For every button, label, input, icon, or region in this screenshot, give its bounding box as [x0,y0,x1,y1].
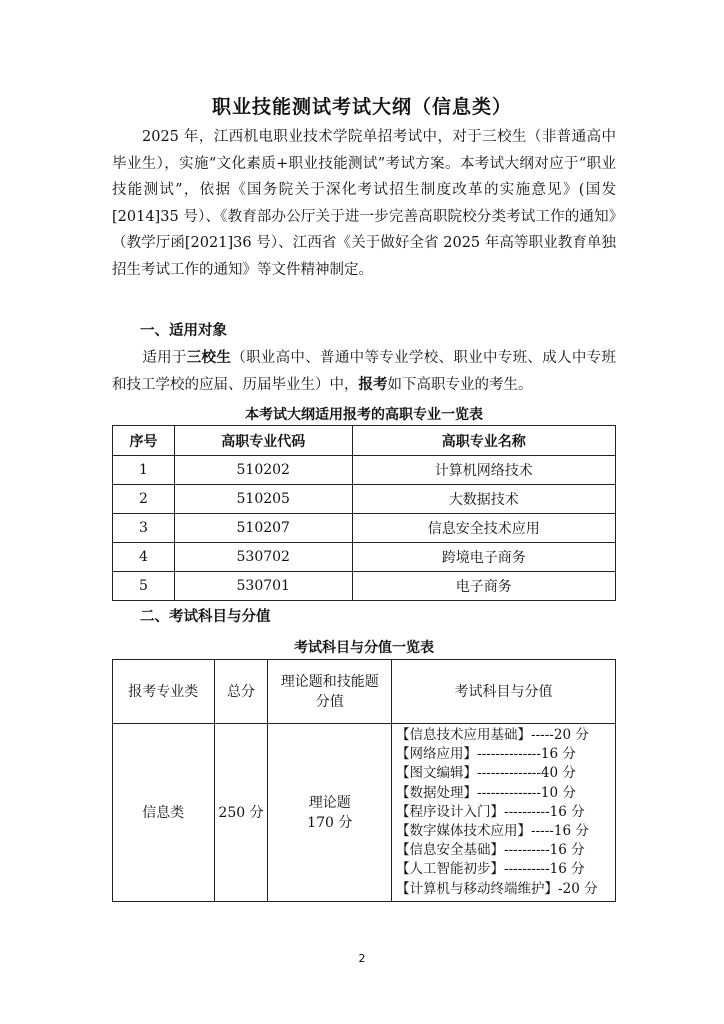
table-row [113,514,616,543]
cell-total: 250 分 [214,724,268,902]
cell-category: 信息类 [113,724,215,902]
majors-table-caption: 本考试大纲适用报考的高职专业一览表 [245,407,483,423]
cell-index: 2 [113,485,175,514]
cell-name: 计算机网络技术 [352,456,615,485]
cell-name: 跨境电子商务 [352,543,615,572]
subject-item: 【网络应用】--------------16 分 [396,746,576,763]
subject-item: 【图文编辑】--------------40 分 [396,765,576,782]
scores-table [112,659,616,902]
subject-item: 【程序设计入门】----------16 分 [396,803,585,820]
subject-item: 【人工智能初步】----------16 分 [396,861,585,878]
section-heading-applicable: 一、适用对象 [140,323,227,339]
column-header-category: 报考专业类 [113,660,215,724]
cell-code: 510207 [174,514,352,543]
column-header-subjects: 考试科目与分值 [392,660,616,724]
table-row [113,456,616,485]
table-row [113,572,616,601]
cell-code: 510205 [174,485,352,514]
applicable-text-2: （职业高中、普通中等专业学校、职业中专班、成人中专班和技工学校的应届、历届毕业生）中， [112,350,616,393]
subject-item: 【数据处理】--------------10 分 [396,784,576,801]
cell-index: 5 [113,572,175,601]
cell-index: 1 [113,456,175,485]
applicable-bold-apply: 报考 [358,376,388,393]
theory-label: 理论题 [308,795,351,812]
column-header-name: 高职专业名称 [352,426,615,456]
cell-theory [268,724,392,902]
cell-name: 大数据技术 [352,485,615,514]
cell-name: 电子商务 [352,572,615,601]
applicable-bold-three-schools: 三校生 [186,350,232,366]
table-row [113,543,616,572]
theory-score: 170 分 [307,815,353,832]
cell-subjects [392,724,616,902]
table-header-row [113,660,616,724]
document-title: 职业技能测试考试大纲（信息类） [211,96,512,118]
subject-item: 【信息安全基础】----------16 分 [396,842,585,859]
column-header-total: 总分 [214,660,268,724]
table-row [113,724,616,902]
page-number: 2 [358,952,366,965]
cell-code: 510202 [174,456,352,485]
applicable-paragraph [112,345,616,398]
scores-table-caption: 考试科目与分值一览表 [294,640,434,656]
applicable-text-1: 适用于 [142,350,187,366]
column-header-index: 序号 [113,426,175,456]
subject-item: 【计算机与移动终端维护】-20 分 [396,880,598,897]
cell-code: 530702 [174,543,352,572]
intro-paragraph [112,124,616,283]
cell-index: 3 [113,514,175,543]
table-row [113,485,616,514]
cell-code: 530701 [174,572,352,601]
table-header-row [113,426,616,456]
subject-item: 【信息技术应用基础】-----20 分 [396,727,589,743]
column-header-theory-skill: 理论题和技能题分值 [268,660,392,724]
majors-table [112,425,616,601]
cell-index: 4 [113,543,175,572]
column-header-code: 高职专业代码 [174,426,352,456]
cell-name: 信息安全技术应用 [352,514,615,543]
subject-item: 【数字媒体技术应用】-----16 分 [396,823,589,840]
intro-text: 2025 年，江西机电职业技术学院单招考试中，对于三校生（非普通高中毕业生），实施“文化素质+职业技能测试”考试方案。本考试大纲对应于“职业技能测试”，依据《国务院关于深化考试招生制度改革的实施意见》(国发[2014]35 号）、《教育部办公厅关于进一步完善高职院校分类考试工作的通知》（教学厅函[2021]36 号）、江西省《关于做好全省 2025 年高等职业教育单独招生考试工作的通知》等文件精神制定。 [112,129,616,278]
section-heading-subjects: 二、考试科目与分值 [140,609,271,625]
applicable-text-3: 如下高职专业的考生。 [387,376,533,393]
